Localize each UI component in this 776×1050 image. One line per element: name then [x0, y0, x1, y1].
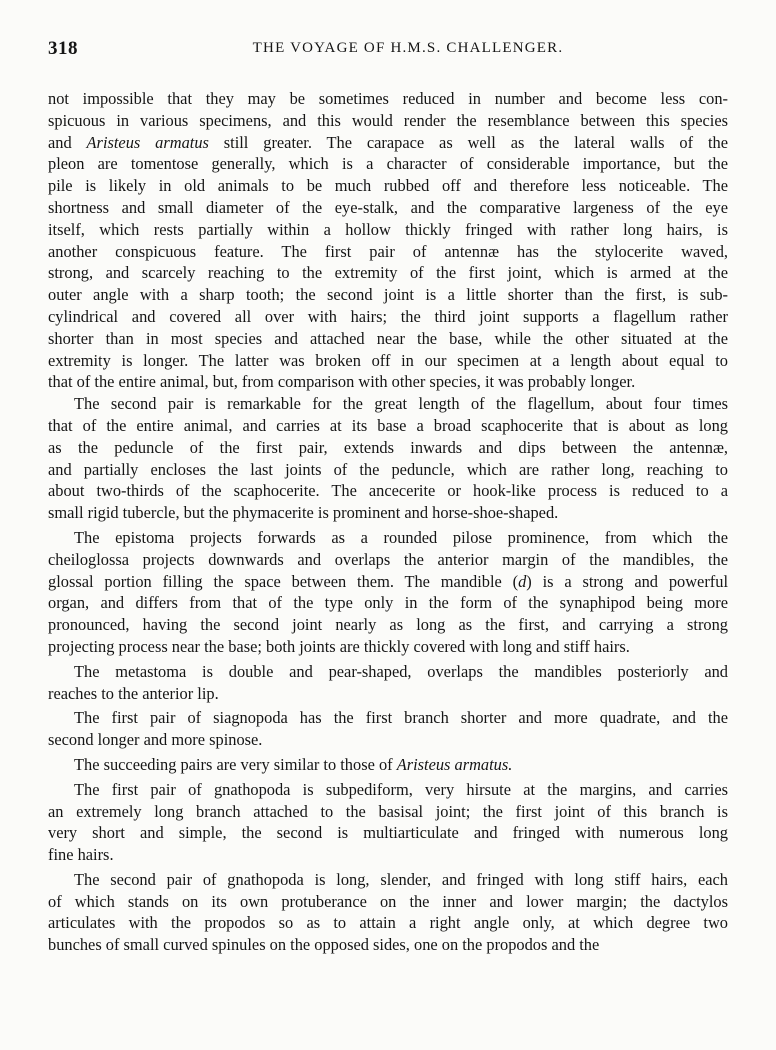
text-line: articulates with the propodos so as to attain a right angle only, at which degree two	[48, 913, 728, 933]
page-number: 318	[48, 38, 78, 59]
running-title: THE VOYAGE OF H.M.S. CHALLENGER.	[252, 40, 564, 56]
paragraph	[48, 661, 728, 705]
text-line: that of the entire animal, but, from comparison with other species, it was probably longer.	[48, 372, 636, 392]
text-line: itself, which rests partially within a hollow thickly fringed with rather long hairs, is	[48, 219, 728, 239]
text-line: shortness and small diameter of the eye-stalk, and the comparative largeness of the eye	[48, 197, 728, 217]
text-line: fine hairs.	[48, 845, 114, 865]
text-line: reaches to the anterior lip.	[48, 683, 219, 703]
text-line: another conspicuous feature. The first pair of antennæ has the stylocerite waved,	[48, 241, 728, 261]
body-text	[48, 88, 728, 956]
paragraph	[48, 869, 728, 956]
paragraph	[48, 779, 728, 866]
text-line: small rigid tubercle, but the phymacerite is prominent and horse-shoe-shaped.	[48, 503, 559, 523]
text-line: very short and simple, the second is multiarticulate and fringed with numerous long	[48, 823, 728, 843]
text-line: The second pair is remarkable for the great length of the flagellum, about four times	[74, 394, 728, 414]
paragraph	[48, 754, 728, 776]
text-line: strong, and scarcely reaching to the extremity of the first joint, which is armed at the	[48, 263, 728, 283]
text-line: shorter than in most species and attached near the base, while the other situated at the	[48, 328, 728, 348]
text-line: organ, and differs from that of the type only in the form of the synaphipod being more	[48, 593, 728, 613]
text-line: spicuous in various specimens, and this would render the resemblance between this species	[48, 110, 728, 130]
text-line: extremity is longer. The latter was broken off in our specimen at a length about equal to	[48, 350, 728, 370]
text-line: that of the entire animal, and carries at its base a broad scaphocerite that is about as long	[48, 415, 728, 435]
text-line: The second pair of gnathopoda is long, slender, and fringed with long stiff hairs, each	[74, 869, 728, 889]
page-header	[48, 38, 728, 64]
text-line: pile is likely in old animals to be much rubbed off and therefore less noticeable. The	[48, 176, 728, 196]
text-line: not impossible that they may be sometimes reduced in number and become less con-	[48, 89, 728, 108]
text-line: of which stands on its own protuberance on the inner and lower margin; the dactylos	[48, 891, 728, 911]
text-line: The metastoma is double and pear-shaped, overlaps the mandibles posteriorly and	[74, 661, 728, 681]
text-line: outer angle with a sharp tooth; the second joint is a little shorter than the first, is sub-	[48, 285, 728, 305]
paragraph	[48, 707, 728, 751]
italic-term: Aristeus armatus	[86, 132, 209, 152]
italic-term: Aristeus armatus.	[396, 754, 513, 774]
text-line: cylindrical and covered all over with hairs; the third joint supports a flagellum rather	[48, 306, 728, 326]
text-line: and partially encloses the last joints of the peduncle, which are rather long, reaching to	[48, 459, 728, 479]
text-line: an extremely long branch attached to the basisal joint; the first joint of this branch is	[48, 801, 728, 821]
text-line: The first pair of siagnopoda has the first branch shorter and more quadrate, and the	[74, 708, 728, 728]
text-line: The succeeding pairs are very similar to those of Aristeus armatus.	[74, 754, 513, 774]
paragraph	[48, 88, 728, 393]
text-line: glossal portion filling the space between them. The mandible (d) is a strong and powerful	[48, 571, 728, 591]
paragraph	[48, 393, 728, 524]
text-line: and Aristeus armatus still greater. The carapace as well as the lateral walls of the	[48, 132, 728, 152]
text-line: about two-thirds of the scaphocerite. The ancecerite or hook-like process is reduced to a	[48, 481, 728, 501]
text-line: projecting process near the base; both joints are thickly covered with long and stiff hairs.	[48, 636, 630, 656]
text-line: cheiloglossa projects downwards and overlaps the anterior margin of the mandibles, the	[48, 549, 728, 569]
text-line: as the peduncle of the first pair, extends inwards and dips between the antennæ,	[48, 437, 728, 457]
text-line: The first pair of gnathopoda is subpediform, very hirsute at the margins, and carries	[74, 779, 728, 799]
text-line: pleon are tomentose generally, which is a character of considerable importance, but the	[48, 154, 728, 174]
text-line: pronounced, having the second joint nearly as long as the first, and carrying a strong	[48, 615, 728, 635]
text-line: second longer and more spinose.	[48, 730, 263, 750]
italic-term: d	[518, 571, 527, 591]
text-line: The epistoma projects forwards as a rounded pilose prominence, from which the	[74, 527, 728, 547]
text-line: bunches of small curved spinules on the opposed sides, one on the propodos and the	[48, 935, 600, 955]
paragraph	[48, 527, 728, 658]
